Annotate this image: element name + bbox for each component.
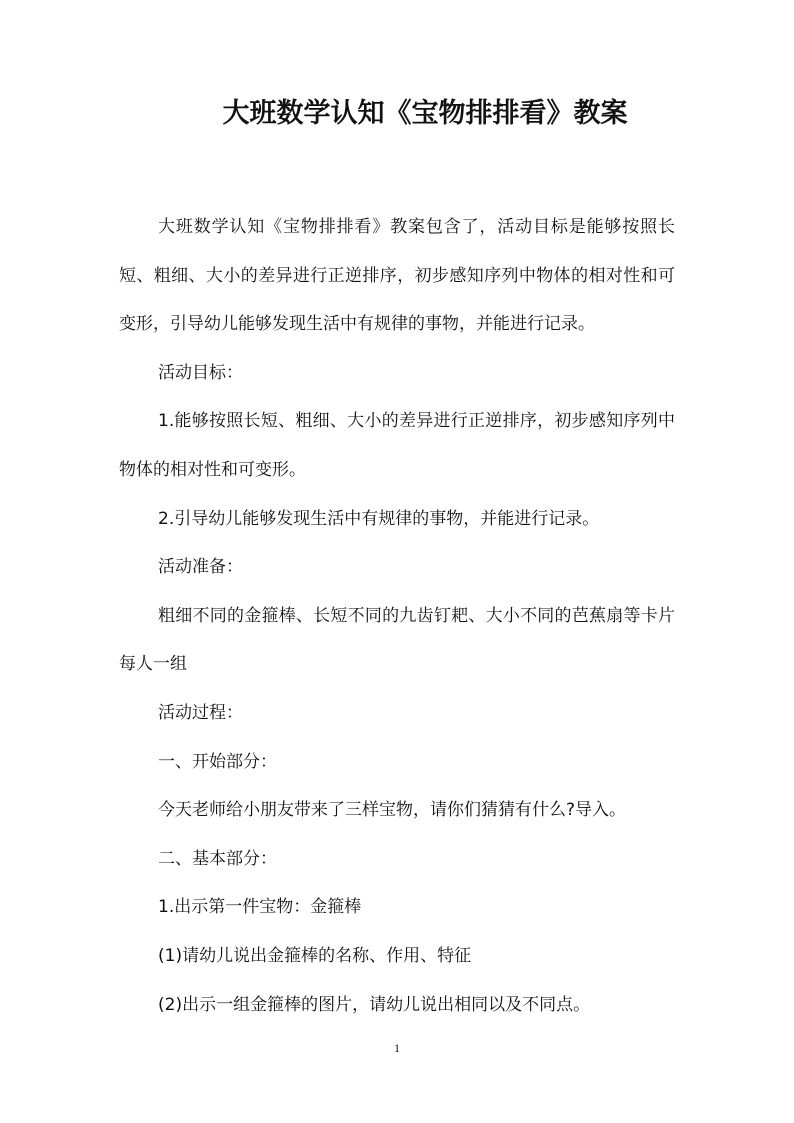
- section-heading-process: 活动过程：: [158, 702, 243, 723]
- document-title: 大班数学认知《宝物排排看》教案: [222, 98, 628, 129]
- section-heading-preparation: 活动准备：: [158, 557, 243, 578]
- process-part-basic: 二、基本部分：: [158, 848, 277, 869]
- basic-step-1-sub-2: (2)出示一组金箍棒的图片，请幼儿说出相同以及不同点。: [158, 994, 591, 1015]
- objective-item-1: 1.能够按照长短、粗细、大小的差异进行正逆排序，初步感知序列中物体的相对性和可变形。: [119, 411, 675, 480]
- page-number: 1: [394, 1041, 400, 1055]
- opening-text: 今天老师给小朋友带来了三样宝物，请你们猜猜有什么?导入。: [158, 800, 627, 821]
- preparation-text: 粗细不同的金箍棒、长短不同的九齿钉耙、大小不同的芭蕉扇等卡片每人一组: [119, 605, 675, 675]
- basic-step-1: 1.出示第一件宝物：金箍棒: [158, 897, 362, 918]
- basic-step-1-sub-1: (1)请幼儿说出金箍棒的名称、作用、特征: [158, 945, 472, 966]
- section-heading-objectives: 活动目标：: [158, 362, 243, 383]
- objective-item-2: 2.引导幼儿能够发现生活中有规律的事物，并能进行记录。: [158, 508, 600, 529]
- body-paragraph-intro: 大班数学认知《宝物排排看》教案包含了，活动目标是能够按照长短、粗细、大小的差异进行正逆排序，初步感知序列中物体的相对性和可变形，引导幼儿能够发现生活中有规律的事物，并能进行记录。: [119, 217, 675, 335]
- document-body: [119, 203, 675, 1029]
- process-part-opening: 一、开始部分：: [158, 751, 277, 772]
